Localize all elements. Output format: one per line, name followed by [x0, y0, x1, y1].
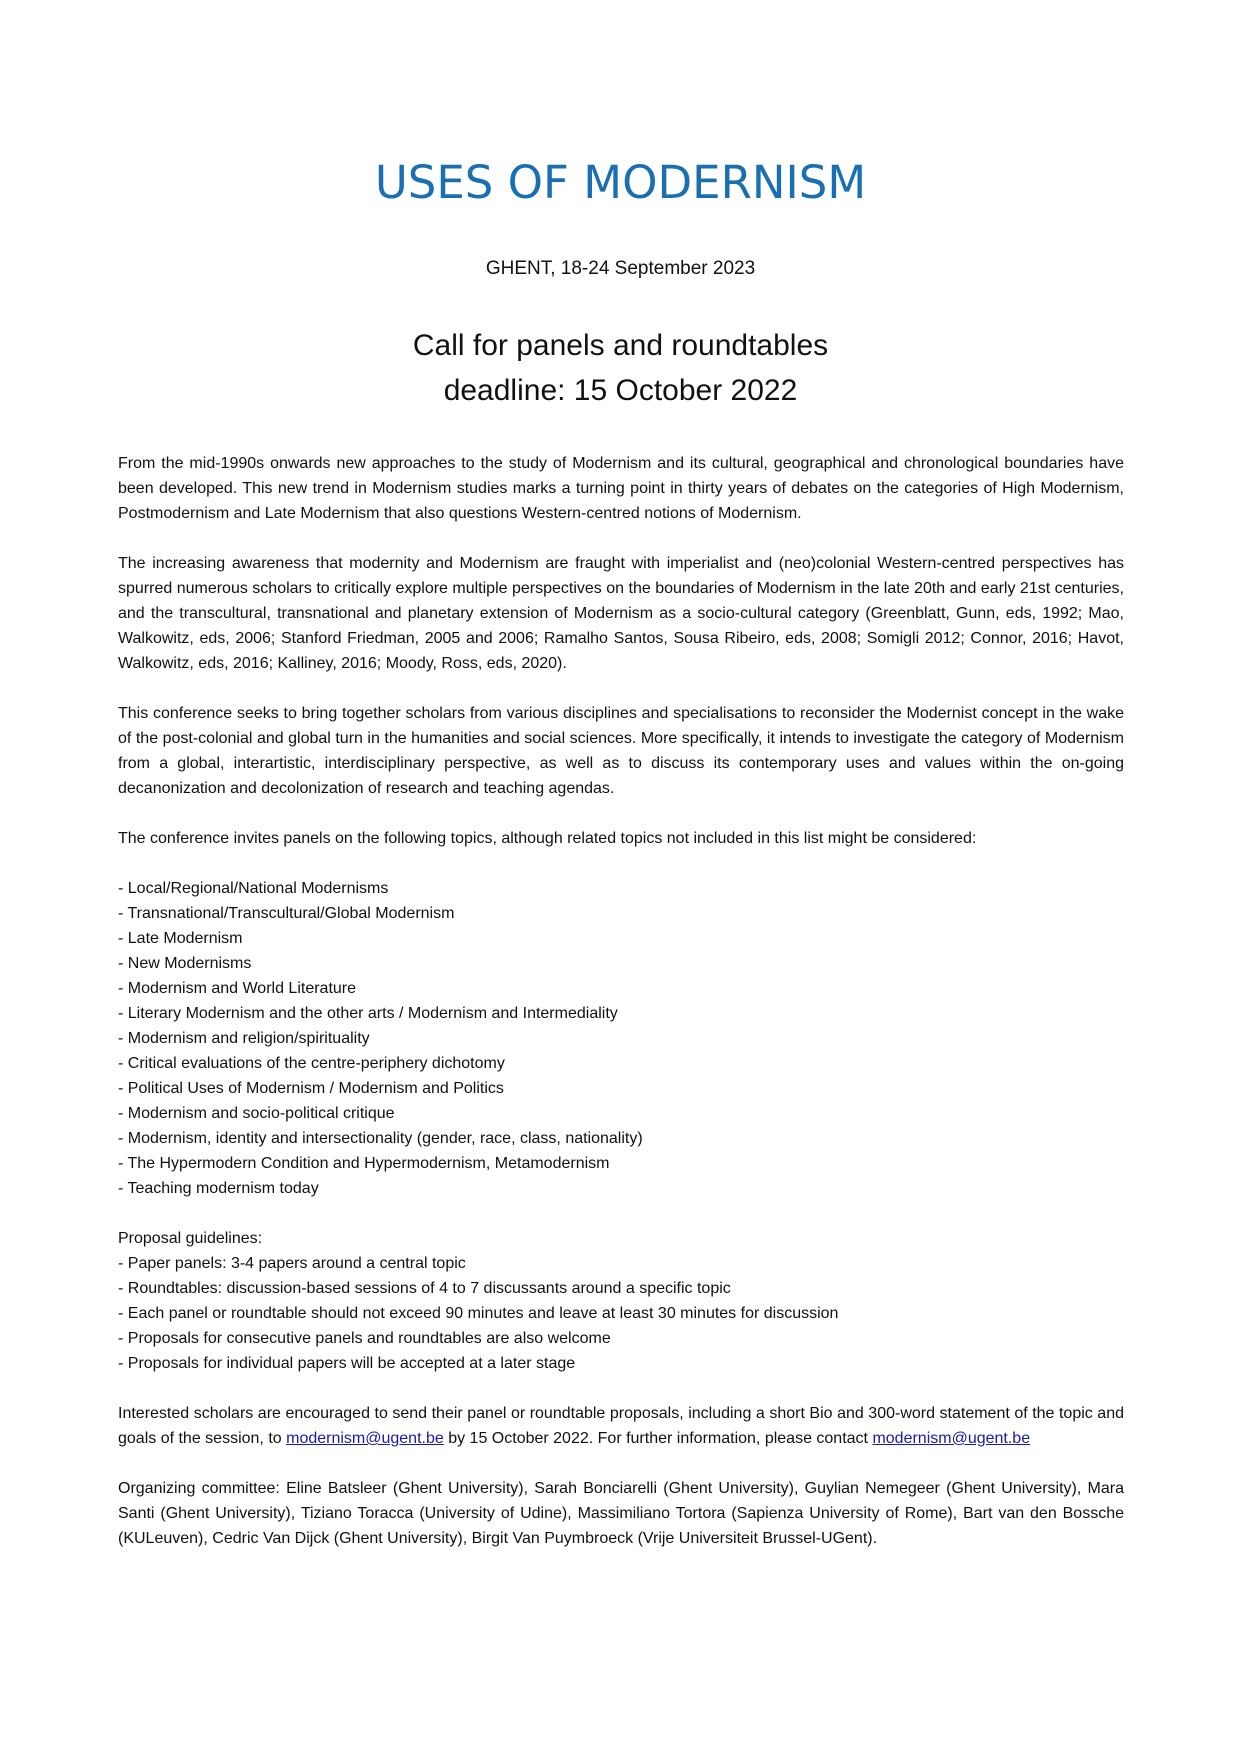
contact-email-link[interactable]: modernism@ugent.be — [872, 1430, 1031, 1447]
list-item: - Modernism and socio-political critique — [118, 1105, 395, 1122]
guidelines-list — [118, 1226, 1124, 1376]
paragraph-submission — [118, 1401, 1124, 1451]
paragraph-committee: Organizing committee: Eline Batsleer (Ghent University), Sarah Bonciarelli (Ghent University), Guylian Nemegeer (Ghent University), Mara Santi (Ghent University), Tiziano Toracca (University of Udine), Massimiliano Tortora (Sapienza University of Rome), Bart van den Bossche (KULeuven), Cedric Van Dijck (Ghent University), Birgit Van Puymbroeck (Vrije Universiteit Brussel-UGent). — [118, 1480, 1124, 1547]
place-date: GHENT, 18-24 September 2023 — [485, 258, 756, 279]
list-item: - Literary Modernism and the other arts / Modernism and Intermediality — [118, 1005, 618, 1022]
submission-text: by 15 October 2022. For further information, please contact — [443, 1430, 873, 1447]
list-item: - Critical evaluations of the centre-periphery dichotomy — [118, 1055, 505, 1072]
list-item: - Proposals for individual papers will be accepted at a later stage — [118, 1355, 576, 1372]
list-item: - Modernism and religion/spirituality — [118, 1030, 370, 1047]
submission-text: Interested scholars are encouraged to send their panel or roundtable proposals, including a short Bio and 300-word statement of the topic and goals of the session, to — [118, 1405, 1124, 1447]
list-item: - Transnational/Transcultural/Global Modernism — [118, 905, 455, 922]
list-item: - Proposals for consecutive panels and roundtables are also welcome — [118, 1330, 611, 1347]
list-item: - Modernism and World Literature — [118, 980, 357, 997]
list-item: - Local/Regional/National Modernisms — [118, 880, 389, 897]
paragraph-conference-aims: This conference seeks to bring together scholars from various disciplines and specialisations to reconsider the Modernist concept in the wake of the post-colonial and global turn in the humanities and social sciences. More specifically, it intends to investigate the category of Modernism from a global, interartistic, interdisciplinary perspective, as well as to discuss its contemporary uses and values within the on-going decanonization and decolonization of research and teaching agendas. — [118, 705, 1124, 797]
list-item: - Teaching modernism today — [118, 1180, 319, 1197]
guidelines-heading: Proposal guidelines: — [118, 1230, 263, 1247]
document-body — [118, 451, 1124, 1576]
list-item: - Late Modernism — [118, 930, 243, 947]
list-item: - Each panel or roundtable should not exceed 90 minutes and leave at least 30 minutes for discussion — [118, 1305, 839, 1322]
paragraph-topics-intro: The conference invites panels on the following topics, although related topics not included in this list might be considered: — [118, 830, 977, 847]
paragraph-awareness: The increasing awareness that modernity and Modernism are fraught with imperialist and (neo)colonial Western-centred perspectives has spurred numerous scholars to critically explore multiple perspectives on the boundaries of Modernism in the late 20th and early 21st centuries, and the transcultural, transnational and planetary extension of Modernism as a socio-cultural category (Greenblatt, Gunn, eds, 1992; Mao, Walkowitz, eds, 2006; Stanford Friedman, 2005 and 2006; Ramalho Santos, Sousa Ribeiro, eds, 2008; Somigli 2012; Connor, 2016; Havot, Walkowitz, eds, 2016; Kalliney, 2016; Moody, Ross, eds, 2020). — [118, 555, 1124, 672]
list-item: - Political Uses of Modernism / Modernism and Politics — [118, 1080, 504, 1097]
paragraph-intro: From the mid-1990s onwards new approaches to the study of Modernism and its cultural, geographical and chronological boundaries have been developed. This new trend in Modernism studies marks a turning point in thirty years of debates on the categories of High Modernism, Postmodernism and Late Modernism that also questions Western-centred notions of Modernism. — [118, 455, 1124, 522]
topics-list — [118, 876, 1124, 1201]
email-link[interactable]: modernism@ugent.be — [286, 1430, 444, 1447]
list-item: - Roundtables: discussion-based sessions of 4 to 7 discussants around a specific topic — [118, 1280, 731, 1297]
list-item: - The Hypermodern Condition and Hypermodernism, Metamodernism — [118, 1155, 610, 1172]
list-item: - Paper panels: 3-4 papers around a central topic — [118, 1255, 466, 1272]
list-item: - New Modernisms — [118, 955, 252, 972]
document-title: USES OF MODERNISM — [374, 156, 867, 209]
list-item: - Modernism, identity and intersectionality (gender, race, class, nationality) — [118, 1130, 643, 1147]
deadline-line: deadline: 15 October 2022 — [443, 374, 798, 407]
call-line: Call for panels and roundtables — [412, 329, 829, 362]
call-heading — [0, 323, 1241, 413]
